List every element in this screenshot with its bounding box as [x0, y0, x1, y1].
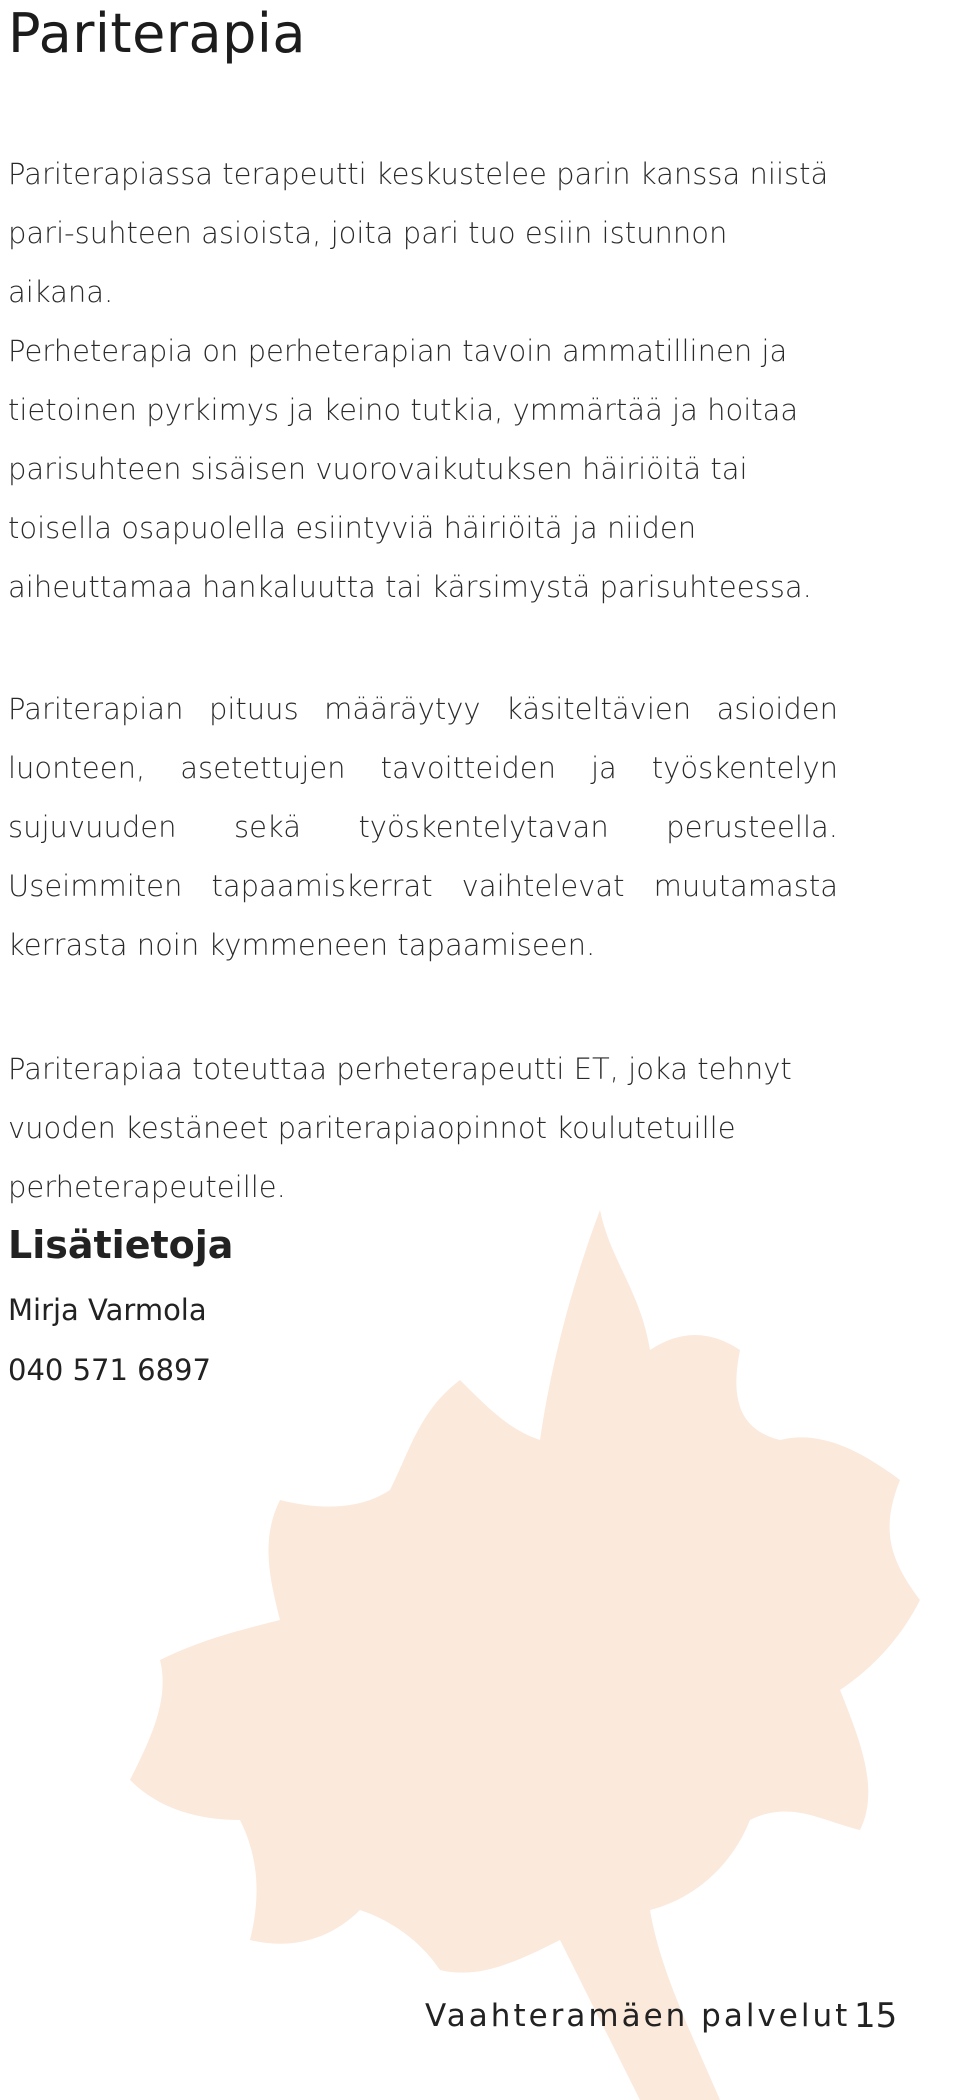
- paragraph-definition: Perheterapia on perheterapian tavoin ammatillinen ja tietoinen pyrkimys ja keino tutkia, ymmärtää ja hoitaa parisuhteen sisäisen vuorovaikutuksen häiriöitä tai toisella osapuolella esiintyviä häiriöitä ja niiden aiheuttamaa hankaluutta tai kärsimystä parisuhteessa.: [8, 334, 812, 604]
- paragraph-provider: Pariterapiaa toteuttaa perheterapeutti ET, joka tehnyt vuoden kestäneet pariterapiaopinnot koulutetuille perheterapeuteille.: [8, 1052, 792, 1204]
- footer-brand: Vaahteramäen palvelut: [425, 1998, 851, 2034]
- page-title: Pariterapia: [8, 2, 306, 65]
- info-heading: Lisätietoja: [8, 1223, 234, 1267]
- page-number: 15: [854, 1996, 898, 2036]
- contact-phone: 040 571 6897: [8, 1353, 211, 1387]
- paragraph-duration: Pariterapian pituus määräytyy käsiteltävien asioiden luonteen, asetettujen tavoitteiden ja työskentelyn sujuvuuden sekä työskentelytavan perusteella. Useimmiten tapaamiskerrat vaihtelevat muutamasta kerrasta noin kymmeneen tapaamiseen.: [8, 692, 838, 962]
- paragraph-intro: Pariterapiassa terapeutti keskustelee parin kanssa niistä pari-suhteen asioista, joita pari tuo esiin istunnon aikana.: [8, 157, 829, 309]
- contact-name: Mirja Varmola: [8, 1293, 207, 1327]
